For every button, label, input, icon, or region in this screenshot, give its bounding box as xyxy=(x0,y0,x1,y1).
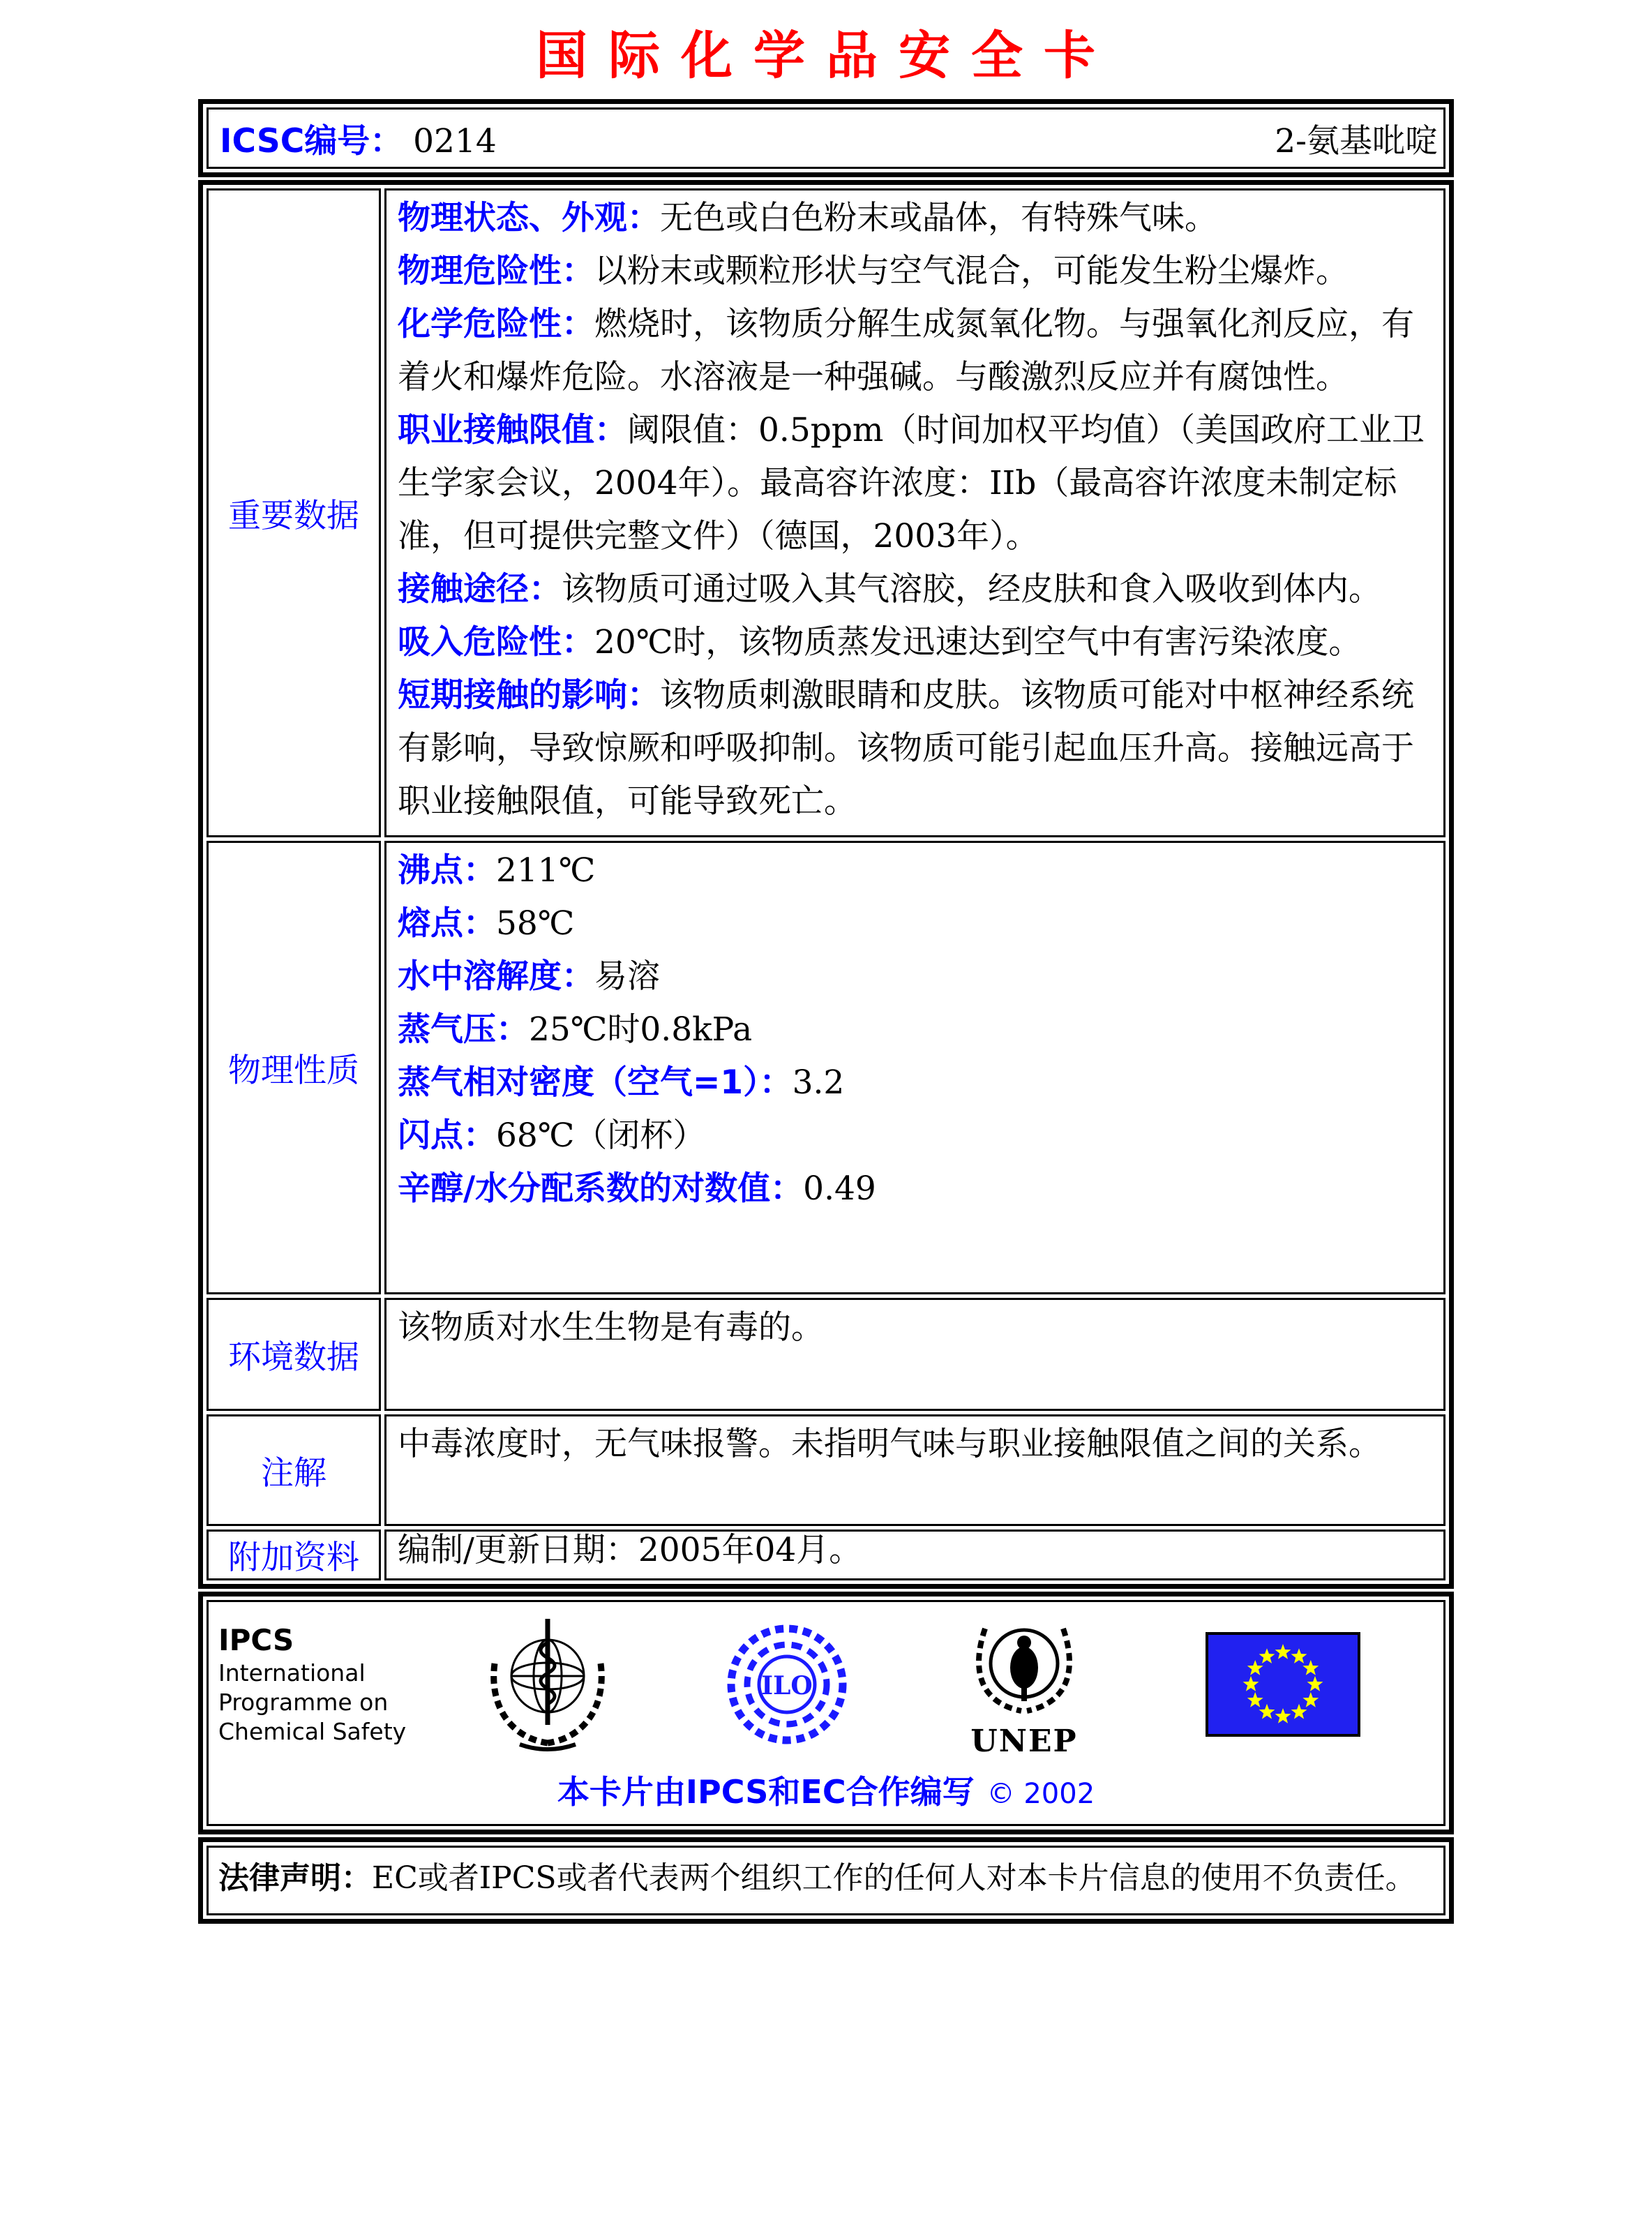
legal-cell xyxy=(206,1846,1446,1915)
section-label-physical: 物理性质 xyxy=(206,841,381,1294)
who-logo-icon xyxy=(476,1615,620,1754)
field-label: 物理状态、外观： xyxy=(398,199,660,237)
field-label: 化学危险性： xyxy=(398,305,594,343)
icsc-number-value: 0214 xyxy=(413,121,497,160)
icsc-number-row xyxy=(206,107,1446,169)
field-value: 25℃时0.8kPa xyxy=(529,1010,753,1049)
section-content-notes xyxy=(384,1414,1446,1526)
field-label: 蒸气压： xyxy=(398,1010,529,1049)
header-table xyxy=(198,99,1454,177)
copyright-text: © 2002 xyxy=(986,1778,1095,1810)
field-value: 该物质可通过吸入其气溶胶，经皮肤和食入吸收到体内。 xyxy=(562,570,1381,608)
field-value: 以粉末或颗粒形状与空气混合，可能发生粉尘爆炸。 xyxy=(594,252,1349,290)
field-value: 无色或白色粉末或晶体，有特殊气味。 xyxy=(660,199,1217,237)
ipcs-title: IPCS xyxy=(218,1623,294,1657)
field-label: 职业接触限值： xyxy=(398,411,627,449)
field-value: 该物质刺激眼睛和皮肤。该物质可能对中枢神经系统有影响，导致惊厥和呼吸抑制。该物质可能引起血压升高。接触远高于职业接触限值，可能导致死亡。 xyxy=(398,676,1414,821)
ipcs-text-block xyxy=(218,1622,428,1747)
section-label-notes: 注解 xyxy=(206,1414,381,1526)
field-value: 0.49 xyxy=(803,1169,876,1208)
field-label: 物理危险性： xyxy=(398,252,594,290)
section-row-notes xyxy=(206,1414,1446,1526)
credit-text: 本卡片由IPCS和EC合作编写 xyxy=(557,1773,975,1811)
chemical-name: 2-氨基吡啶 xyxy=(1275,121,1438,160)
field-label: 辛醇/水分配系数的对数值： xyxy=(398,1169,804,1208)
field-value: 68℃（闭杯） xyxy=(496,1116,706,1155)
main-table xyxy=(198,180,1454,1589)
logos-cell xyxy=(206,1600,1446,1826)
field-value: 20℃时，该物质蒸发迅速达到空气中有害污染浓度。 xyxy=(594,623,1362,661)
field-label: 接触途径： xyxy=(398,570,562,608)
field-label: 沸点： xyxy=(398,851,496,890)
icsc-number-group xyxy=(220,115,497,162)
page-title: 国际化学品安全卡 xyxy=(536,26,1116,86)
section-content-additional xyxy=(384,1530,1446,1580)
ipcs-subtitle-line3: Chemical Safety xyxy=(218,1718,407,1745)
eu-flag-icon xyxy=(1206,1632,1360,1737)
unep-logo-label: UNEP xyxy=(970,1723,1078,1759)
ipcs-subtitle-line1: International xyxy=(218,1659,366,1687)
section-label-environment: 环境数据 xyxy=(206,1298,381,1411)
ipcs-subtitle-line2: Programme on xyxy=(218,1689,389,1716)
field-value: 3.2 xyxy=(792,1063,845,1102)
field-label: 闪点： xyxy=(398,1116,496,1155)
field-value: 阈限值：0.5ppm（时间加权平均值）（美国政府工业卫生学家会议，2004年）。最高容许浓度：IIb（最高容许浓度未制定标准，但可提供完整文件）（德国，2003年）。 xyxy=(398,411,1425,555)
section-content-physical xyxy=(384,841,1446,1294)
logo-row xyxy=(218,1609,1434,1760)
field-label: 水中溶解度： xyxy=(398,957,594,996)
legal-label: 法律声明： xyxy=(218,1860,372,1896)
field-label: 短期接触的影响： xyxy=(398,676,660,715)
ilo-logo-icon xyxy=(724,1616,850,1753)
section-content-important xyxy=(384,188,1446,837)
icsc-number-label: ICSC编号： xyxy=(220,121,403,160)
section-row-important xyxy=(206,188,1446,837)
section-label-important: 重要数据 xyxy=(206,188,381,837)
field-value: 中毒浓度时，无气味报警。未指明气味与职业接触限值之间的关系。 xyxy=(398,1425,1381,1463)
field-value: 该物质对水生生物是有毒的。 xyxy=(398,1308,824,1347)
section-content-environment xyxy=(384,1298,1446,1411)
icsc-card xyxy=(198,99,1454,1924)
legal-table xyxy=(198,1837,1454,1924)
unep-logo-icon xyxy=(961,1609,1087,1760)
legal-text: EC或者IPCS或者代表两个组织工作的任何人对本卡片信息的使用不负责任。 xyxy=(372,1860,1416,1896)
credit-line xyxy=(218,1767,1434,1813)
section-row-environment xyxy=(206,1298,1446,1411)
field-value: 易溶 xyxy=(594,957,660,996)
field-label: 蒸气相对密度（空气=1）： xyxy=(398,1063,793,1102)
section-row-additional xyxy=(206,1530,1446,1580)
field-value: 58℃ xyxy=(496,904,575,943)
ilo-logo-label: ILO xyxy=(761,1671,813,1700)
logos-table xyxy=(198,1592,1454,1834)
section-label-additional: 附加资料 xyxy=(206,1530,381,1580)
section-row-physical xyxy=(206,841,1446,1294)
field-value: 编制/更新日期：2005年04月。 xyxy=(398,1531,862,1569)
field-label: 熔点： xyxy=(398,904,496,943)
field-value: 燃烧时，该物质分解生成氮氧化物。与强氧化剂反应，有着火和爆炸危险。水溶液是一种强碱。与酸激烈反应并有腐蚀性。 xyxy=(398,305,1414,396)
field-label: 吸入危险性： xyxy=(398,623,594,661)
field-value: 211℃ xyxy=(496,851,596,890)
